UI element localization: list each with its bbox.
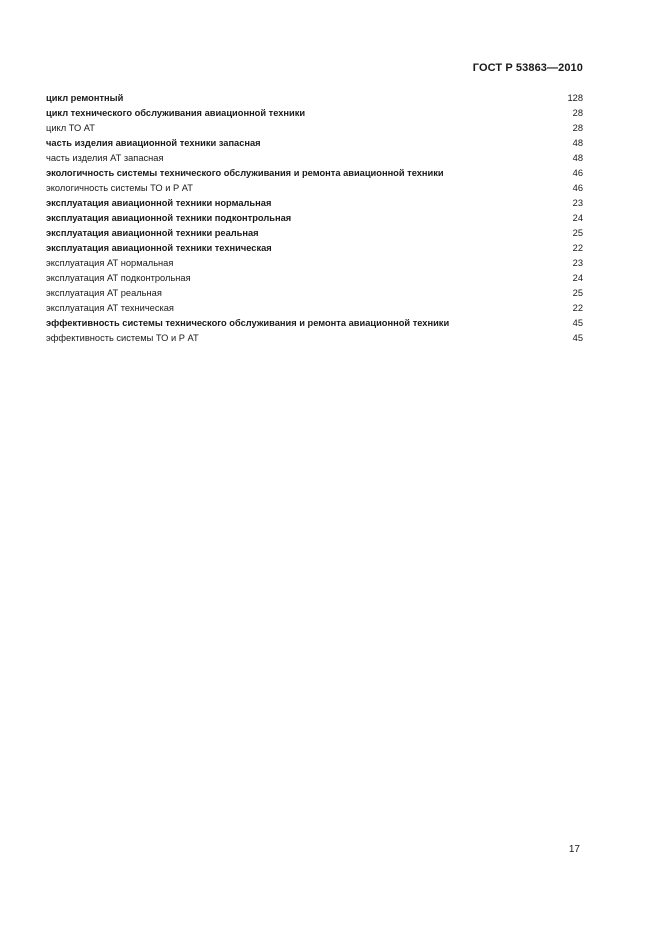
index-term: часть изделия АТ запасная bbox=[46, 153, 164, 163]
index-term: цикл ремонтный bbox=[46, 93, 124, 103]
index-page-ref: 23 bbox=[572, 198, 583, 208]
index-entry bbox=[46, 301, 583, 316]
index-entry bbox=[46, 121, 583, 136]
index-term: экологичность системы технического обслуживания и ремонта авиационной техники bbox=[46, 168, 444, 178]
index-page-ref: 24 bbox=[572, 213, 583, 223]
index-page-ref: 48 bbox=[572, 138, 583, 148]
index-page-ref: 22 bbox=[572, 243, 583, 253]
index-page-ref: 45 bbox=[572, 333, 583, 343]
index-entry bbox=[46, 271, 583, 286]
index-entry bbox=[46, 151, 583, 166]
index-term: эксплуатация АТ нормальная bbox=[46, 258, 174, 268]
index-page-ref: 28 bbox=[572, 108, 583, 118]
index-entry bbox=[46, 286, 583, 301]
index-term: цикл ТО АТ bbox=[46, 123, 95, 133]
page-number: 17 bbox=[568, 844, 580, 855]
index-term: эксплуатация авиационной техники техническая bbox=[46, 243, 272, 253]
index-page-ref: 25 bbox=[572, 228, 583, 238]
index-entry bbox=[46, 136, 583, 151]
index-entry bbox=[46, 211, 583, 226]
index-entry bbox=[46, 241, 583, 256]
index-page-ref: 46 bbox=[572, 168, 583, 178]
index-entry bbox=[46, 196, 583, 211]
index-term: эффективность системы технического обслуживания и ремонта авиационной техники bbox=[46, 318, 450, 328]
index-entry bbox=[46, 256, 583, 271]
index-entry bbox=[46, 316, 583, 331]
index-entry bbox=[46, 181, 583, 196]
index-term: эксплуатация АТ техническая bbox=[46, 303, 174, 313]
index-page-ref: 45 bbox=[572, 318, 583, 328]
index-page-ref: 28 bbox=[572, 123, 583, 133]
index-page-ref: 22 bbox=[572, 303, 583, 313]
index-entry bbox=[46, 91, 583, 106]
index-term: эксплуатация АТ реальная bbox=[46, 288, 162, 298]
index-term: экологичность системы ТО и Р АТ bbox=[46, 183, 193, 193]
index-page-ref: 48 bbox=[572, 153, 583, 163]
index-entry bbox=[46, 166, 583, 181]
index-entry bbox=[46, 331, 583, 346]
alphabetical-index bbox=[46, 91, 583, 346]
index-term: цикл технического обслуживания авиационной техники bbox=[46, 108, 306, 118]
index-term: эксплуатация АТ подконтрольная bbox=[46, 273, 191, 283]
index-page-ref: 23 bbox=[572, 258, 583, 268]
document-id: ГОСТ Р 53863—2010 bbox=[472, 62, 583, 74]
index-term: часть изделия авиационной техники запасная bbox=[46, 138, 261, 148]
index-term: эксплуатация авиационной техники нормальная bbox=[46, 198, 272, 208]
index-page-ref: 25 bbox=[572, 288, 583, 298]
index-term: эксплуатация авиационной техники подконтрольная bbox=[46, 213, 292, 223]
index-page-ref: 128 bbox=[567, 93, 583, 103]
index-entry bbox=[46, 226, 583, 241]
index-entry bbox=[46, 106, 583, 121]
index-page-ref: 46 bbox=[572, 183, 583, 193]
index-term: эффективность системы ТО и Р АТ bbox=[46, 333, 199, 343]
index-term: эксплуатация авиационной техники реальная bbox=[46, 228, 259, 238]
index-page-ref: 24 bbox=[572, 273, 583, 283]
